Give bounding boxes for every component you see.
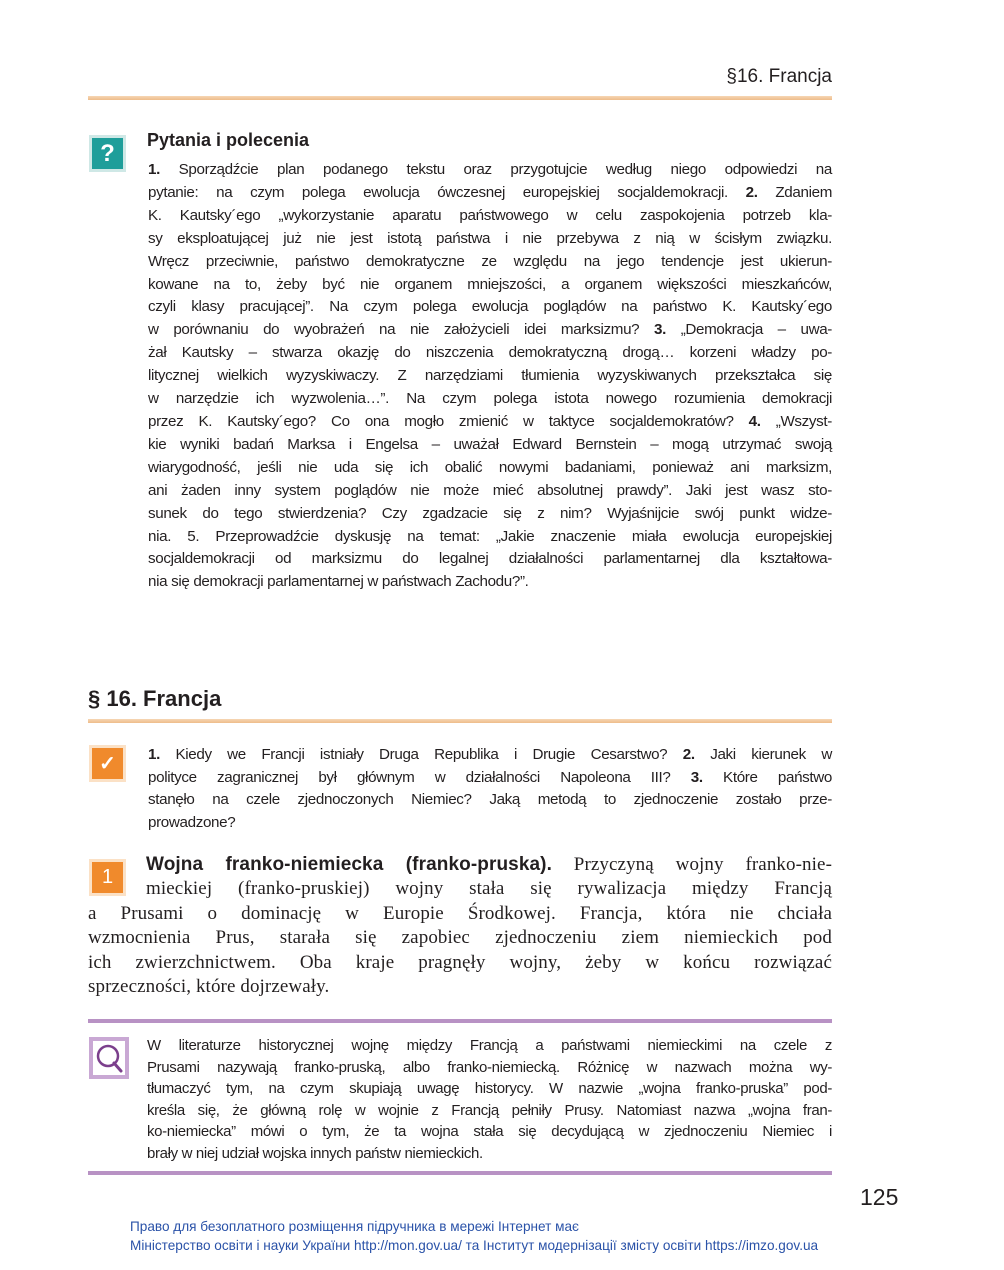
text-line <box>147 1035 832 1057</box>
topic-number-badge: 1 <box>92 862 123 893</box>
text-segment: wiarygodność, jeśli nie uda się ich obalić nowymi badaniami, ponieważ ani marksizm, <box>148 458 832 476</box>
footer-line-1: Право для безоплатного розміщення підручника в мережі Інтернет має <box>130 1219 579 1234</box>
text-segment: tłumaczyć tym, na czym skupiają uwagę historycy. W nazwie „wojna franko-pruska” pod- <box>147 1080 832 1098</box>
text-segment: Prusami nazywają franko-pruską, albo franko-niemiecką. Różnicę w nazwach można wy- <box>147 1058 832 1076</box>
questions-title: Pytania i polecenia <box>147 130 310 150</box>
text-line <box>148 434 832 457</box>
text-line <box>148 571 832 594</box>
text-segment: ich zwierzchnictwem. Oba kraje pragnęły wojny, żeby w końcu rozwiązać <box>88 951 832 973</box>
text-segment: a Prusami o dominację w Europie Środkowej. Francja, która nie chciała <box>88 902 832 924</box>
magnifier-icon <box>89 1037 129 1079</box>
text-line <box>148 182 832 205</box>
text-line <box>148 365 832 388</box>
text-segment: ani żaden inny system poglądów nie może mieć absolutnej prawdy”. Jaki jest wasz sto- <box>148 481 832 499</box>
text-line <box>88 926 832 950</box>
footer-notice <box>130 1217 818 1255</box>
text-segment: czyli klasy pracującej”. Na czym polega ewolucja poglądów na państwo K. Kautsky´ego <box>148 298 832 316</box>
running-header: §16. Francja <box>726 66 832 87</box>
text-line <box>147 1057 832 1079</box>
text-line <box>148 526 832 549</box>
text-segment: „Wszyst- <box>760 412 832 430</box>
text-line <box>148 388 832 411</box>
page-number: 125 <box>860 1184 899 1210</box>
bold-segment: Wojna franko-niemiecka (franko-pruska). <box>146 854 552 875</box>
text-segment: ko-niemiecka” mówi o tym, że ta wojna stała się decydującą w zjednoczeniu Niemiec i <box>147 1123 832 1141</box>
text-line <box>148 548 832 571</box>
text-line <box>148 319 832 342</box>
checkmark-icon: ✓ <box>92 748 123 779</box>
text-line <box>148 342 832 365</box>
text-line <box>147 1121 832 1143</box>
text-segment: Sporządźcie plan podanego tekstu oraz przygotujcie według niego odpowiedzi na <box>159 161 832 178</box>
text-segment: nia się demokracji parlamentarnej w państwach Zachodu?”. <box>148 573 529 591</box>
text-line <box>148 744 832 767</box>
text-line <box>88 902 832 926</box>
text-segment: sprzeczności, które dojrzewały. <box>88 976 330 998</box>
text-segment: polityce zagranicznej był głównym w działalności Napoleona III? <box>148 768 691 786</box>
text-segment: Przyczyną wojny franko-nie- <box>551 854 832 875</box>
header-divider <box>88 96 832 100</box>
text-line <box>147 1078 832 1100</box>
text-line <box>148 205 832 228</box>
text-segment: K. Kautsky´ego „wykorzystanie aparatu państwowego w celu zaspokojenia potrzeb kla- <box>148 206 832 224</box>
bold-segment: 2. <box>682 746 695 763</box>
text-line <box>148 296 832 319</box>
footer-line-2: Міністерство освіти і науки України http://mon.gov.ua/ та Інститут модернізації змісту освіти https://imzo.gov.ua <box>130 1238 819 1253</box>
review-questions-text <box>148 744 832 835</box>
text-line <box>147 1143 832 1165</box>
text-line <box>88 951 832 975</box>
section-divider <box>88 719 832 723</box>
text-segment: wzmocnienia Prus, starała się zapobiec zjednoczeniu ziem niemieckich pod <box>88 927 832 949</box>
bold-segment: 3. <box>654 321 666 339</box>
note-top-divider <box>88 1019 832 1023</box>
text-segment: socjaldemokracji od marksizmu do legalnej działalności parlamentarnej dla kształtowa- <box>148 550 832 568</box>
text-line <box>148 251 832 274</box>
text-segment: prowadzone? <box>148 814 236 832</box>
text-segment: Zdaniem <box>757 183 832 201</box>
text-segment: Kiedy we Francji istniały Druga Republika i Drugie Cesarstwo? <box>159 746 683 763</box>
text-segment: w narzędzie ich wyzwolenia…”. Na czym polega istota nowego rozumienia demokracji <box>148 390 832 408</box>
section-title: § 16. Francja <box>88 686 222 711</box>
text-line <box>148 457 832 480</box>
note-text <box>147 1035 832 1165</box>
text-line <box>146 853 832 877</box>
text-line <box>148 159 832 182</box>
text-segment: Wręcz przeciwnie, państwo demokratyczne ze względu na jego tendencje jest ukierun- <box>148 252 832 270</box>
text-line <box>148 480 832 503</box>
text-line <box>146 877 832 901</box>
text-segment: kreśla się, że główną rolę w wojnie z Francją pełniły Prusy. Natomiast nazwa „wojna fran- <box>147 1101 832 1119</box>
text-segment: Jaki kierunek w <box>694 746 832 763</box>
text-segment: kie wyniki badań Marksa i Engelsa – uważał Edward Bernstein – mogą utrzymać swoją <box>148 435 832 453</box>
text-line <box>148 274 832 297</box>
text-segment: kowane na to, żeby być nie organem mniejszości, a organem większości mieszkańców, <box>148 275 832 293</box>
text-line <box>148 767 832 790</box>
bold-segment: 3. <box>690 768 703 786</box>
questions-text <box>148 159 832 594</box>
text-line <box>148 228 832 251</box>
note-bottom-divider <box>88 1171 832 1175</box>
text-segment: W literaturze historycznej wojnę między Francją a państwami niemieckimi na czele z <box>147 1037 832 1054</box>
text-segment: pytanie: na czym polega ewolucja ówczesnej europejskiej socjaldemokracji. <box>148 183 746 201</box>
topic-1-text <box>88 853 832 999</box>
text-segment: stanęło na czele zjednoczonych Niemiec? Jaką metodą to zjednoczenie zostało prze- <box>148 791 832 809</box>
text-line <box>148 503 832 526</box>
text-line <box>88 975 832 999</box>
text-line <box>148 812 832 835</box>
bold-segment: 1. <box>148 746 160 763</box>
text-line <box>148 411 832 434</box>
text-segment: przez K. Kautsky´ego? Co ona mogło zmienić w taktyce socjaldemokratów? <box>148 412 749 430</box>
text-segment: Które państwo <box>702 768 832 786</box>
bold-segment: 1. <box>148 161 160 178</box>
text-segment: żał Kautsky – stwarza okazję do niszczenia demokratyczną drogą… korzeni władzy po- <box>148 344 832 362</box>
text-segment: nia. 5. Przeprowadźcie dyskusję na temat: „Jakie znaczenie miała ewolucja europejskiej <box>148 527 832 545</box>
text-line <box>148 789 832 812</box>
question-mark-icon: ? <box>92 138 123 169</box>
text-segment: „Demokracja – uwa- <box>665 321 832 339</box>
text-segment: litycznej wielkich wyzyskiwaczy. Z narzędziami tłumienia wyzyskiwanych przekształca się <box>148 367 832 385</box>
text-segment: sy eksploatującej już nie jest istotą państwa i nie przebywa z nią w ścisłym związku. <box>148 229 832 247</box>
text-segment: mieckiej (franko-pruskiej) wojny stała się rywalizacja między Francją <box>146 878 832 900</box>
bold-segment: 2. <box>745 183 758 201</box>
text-segment: brały w niej udział wojska innych państw niemieckich. <box>147 1144 483 1162</box>
bold-segment: 4. <box>748 412 761 430</box>
text-segment: sunek do tego stwierdzenia? Czy zgadzacie się z nim? Wyjaśnijcie swój punkt widze- <box>148 504 832 522</box>
text-line <box>147 1100 832 1122</box>
text-segment: w porównaniu do wyobrażeń na nie założycieli idei marksizmu? <box>148 321 655 339</box>
